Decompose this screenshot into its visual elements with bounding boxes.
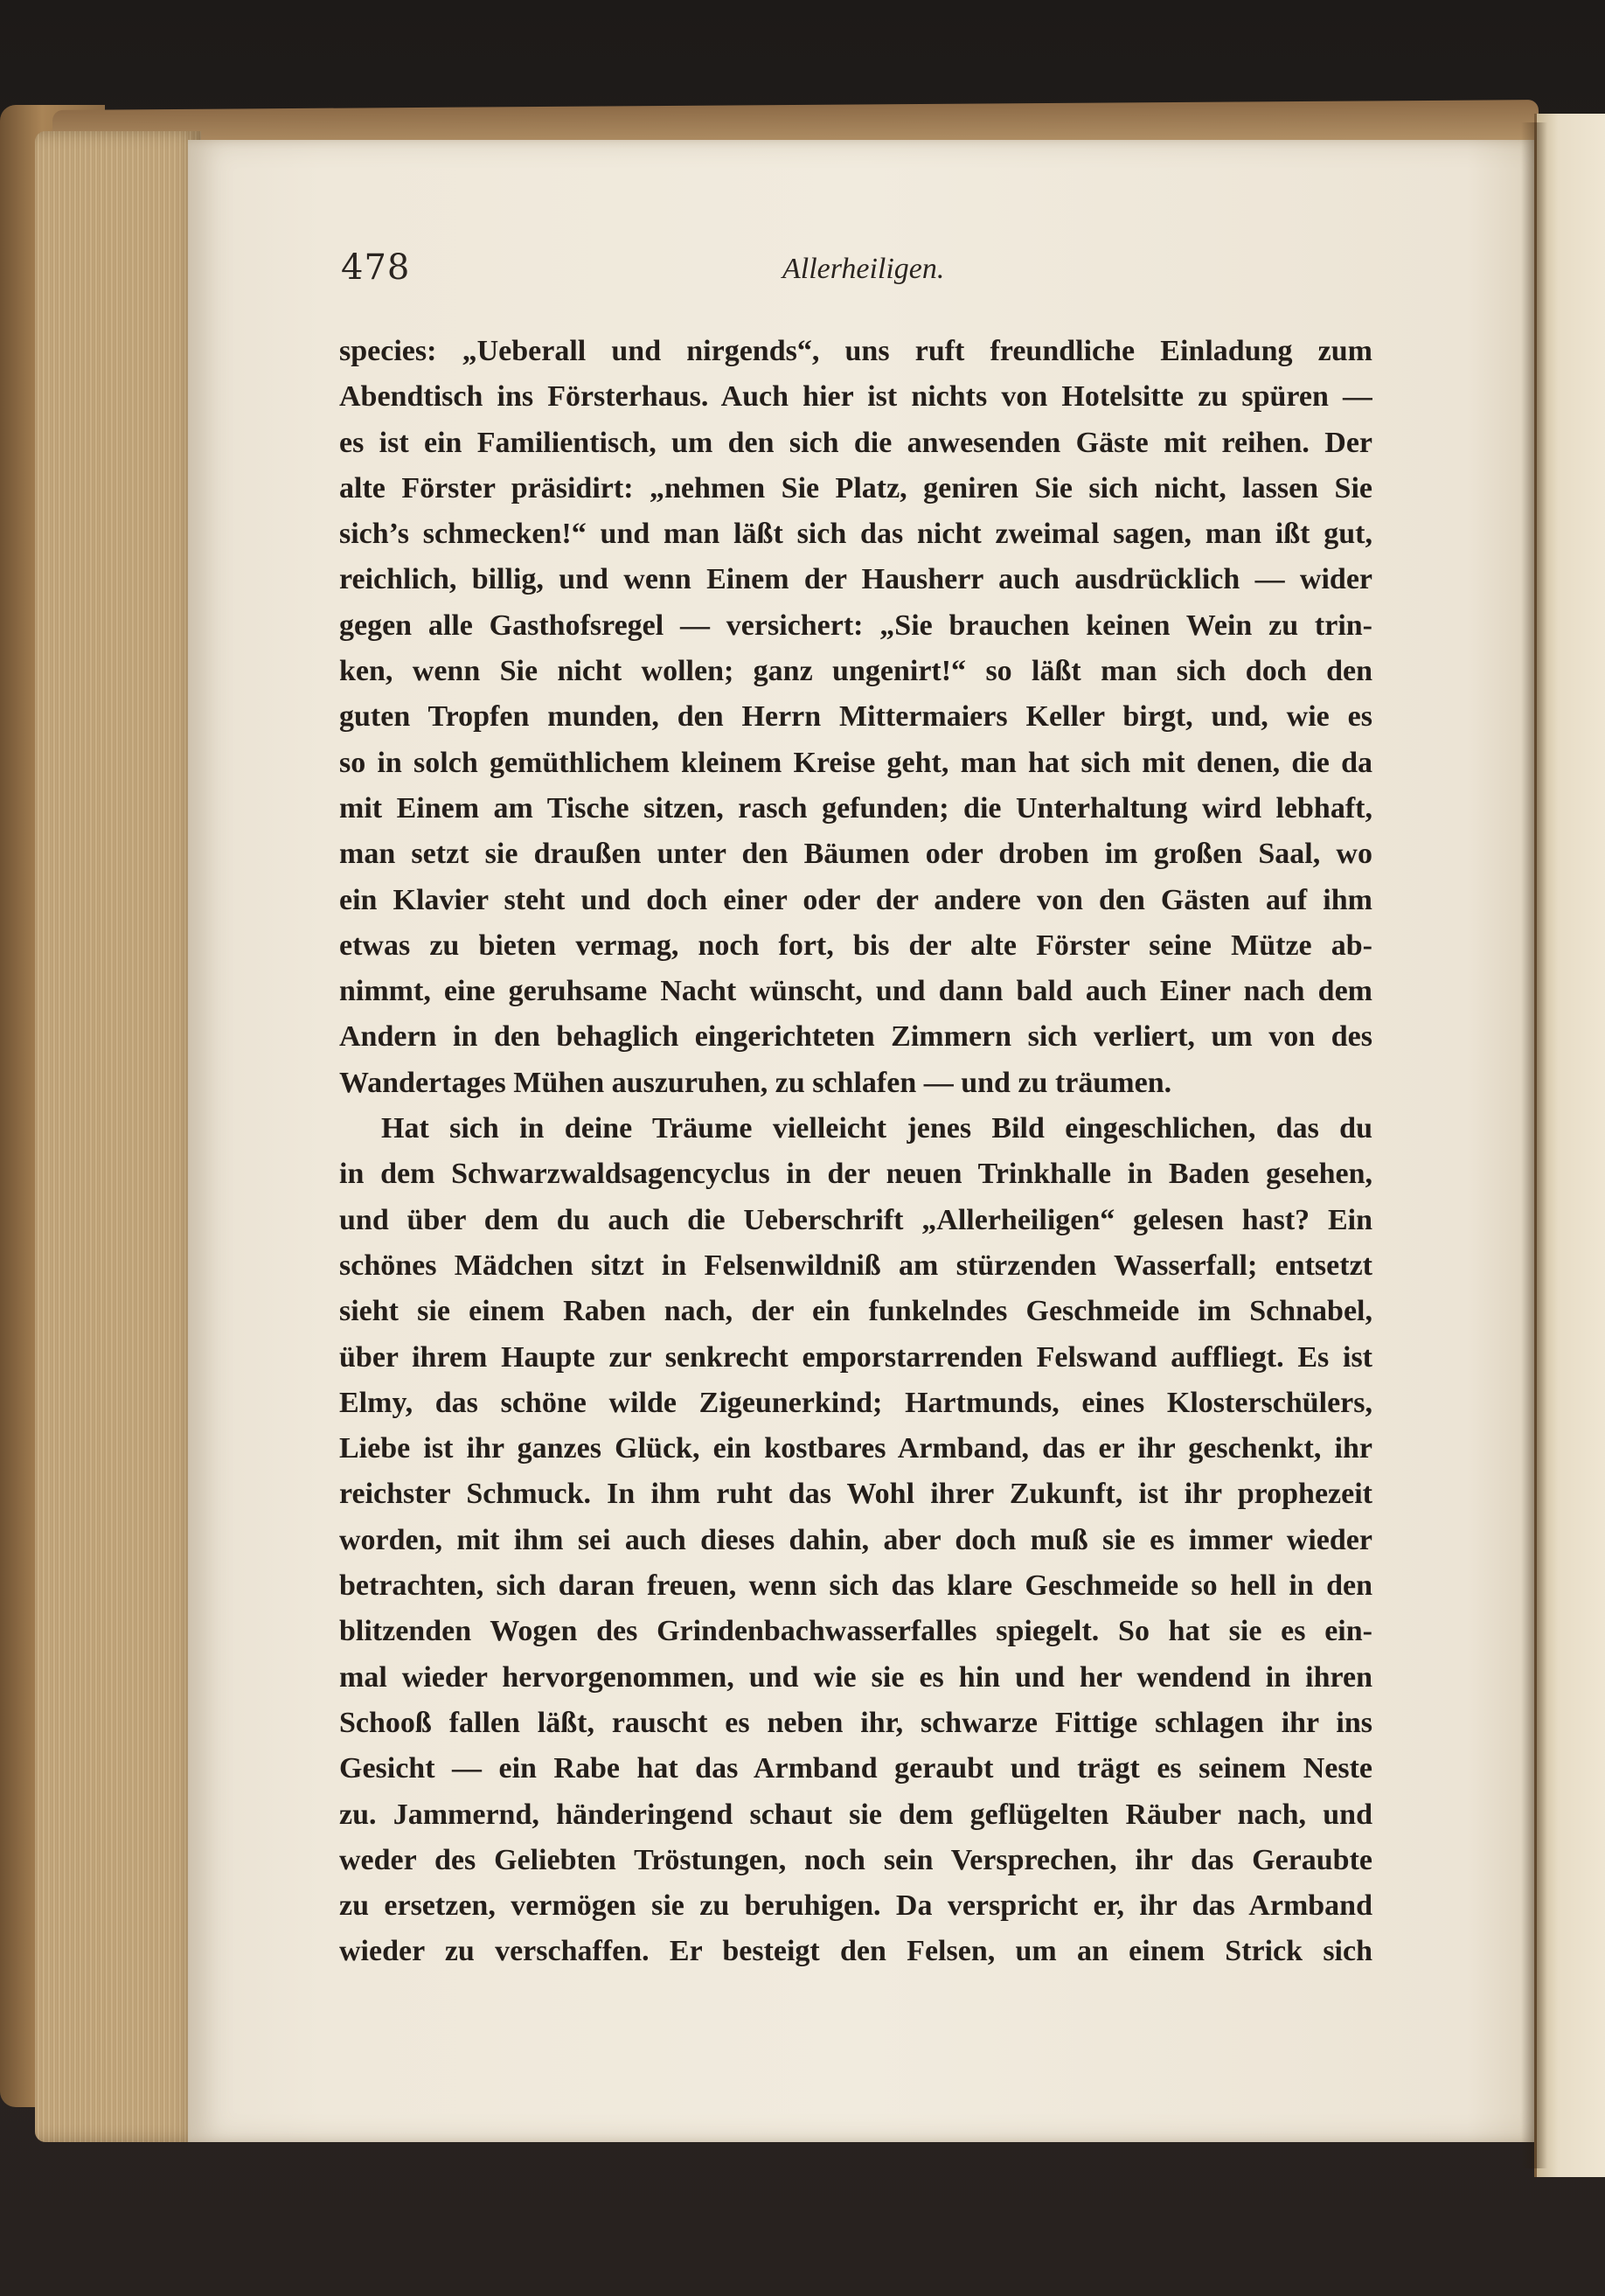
text-line: über ihrem Haupte zur senkrecht emporstarrenden Felswand auffliegt. Es ist (339, 1340, 1372, 1374)
text-line: species: „Ueberall und nirgends“, uns ruft freundliche Einladung zum (339, 335, 1372, 367)
text-line: Liebe ist ihr ganzes Glück, ein kostbares Armband, das er ihr geschenkt, ihr (339, 1432, 1372, 1465)
gutter-shadow (1521, 122, 1547, 2168)
text-line: Elmy, das schöne wilde Zigeunerkind; Hartmunds, eines Klosterschülers, (339, 1386, 1372, 1419)
text-line: es ist ein Familientisch, um den sich die anwesenden Gäste mit reihen. Der (339, 426, 1372, 459)
text-line: mit Einem am Tische sitzen, rasch gefunden; die Unterhaltung wird lebhaft, (339, 791, 1372, 824)
body-text (339, 329, 1372, 1975)
text-line: blitzenden Wogen des Grindenbachwasserfalles spiegelt. So hat sie es ein- (339, 1615, 1372, 1648)
text-line: betrachten, sich daran freuen, wenn sich das klare Geschmeide so hell in den (339, 1569, 1372, 1603)
page-header (341, 247, 1372, 300)
text-line: wieder zu verschaffen. Er besteigt den Felsen, um an einem Strick sich (339, 1935, 1372, 1968)
text-line: mal wieder hervorgenommen, und wie sie es hin und her wendend in ihren (339, 1660, 1372, 1694)
text-line: reichster Schmuck. In ihm ruht das Wohl ihrer Zukunft, ist ihr prophezeit (339, 1478, 1372, 1511)
text-line: Schooß fallen läßt, rauscht es neben ihr, schwarze Fittige schlagen ihr ins (339, 1706, 1372, 1739)
text-line: guten Tropfen munden, den Herrn Mittermaiers Keller birgt, und, wie es (339, 700, 1372, 734)
text-line: ken, wenn Sie nicht wollen; ganz ungenirt!“ so läßt man sich doch den (339, 655, 1372, 688)
text-line: nimmt, eine geruhsame Nacht wünscht, und dann bald auch Einer nach dem (339, 975, 1372, 1008)
text-line: zu ersetzen, vermögen sie zu beruhigen. Da verspricht er, ihr das Armband (339, 1889, 1372, 1923)
text-line: Abendtisch ins Försterhaus. Auch hier ist nichts von Hotelsitte zu spüren — (339, 380, 1372, 414)
text-line: man setzt sie draußen unter den Bäumen oder droben im großen Saal, wo (339, 838, 1372, 871)
text-line: sich’s schmecken!“ und man läßt sich das nicht zweimal sagen, man ißt gut, (339, 518, 1372, 551)
text-line: Gesicht — ein Rabe hat das Armband geraubt und trägt es seinem Neste (339, 1752, 1372, 1785)
text-line: in dem Schwarzwaldsagencyclus in der neuen Trinkhalle in Baden gesehen, (339, 1158, 1372, 1191)
text-line: sieht sie einem Raben nach, der ein funkelndes Geschmeide im Schnabel, (339, 1295, 1372, 1328)
text-line: etwas zu bieten vermag, noch fort, bis der alte Förster seine Mütze ab- (339, 929, 1372, 962)
text-line: schönes Mädchen sitzt in Felsenwildniß am stürzenden Wasserfall; entsetzt (339, 1249, 1372, 1282)
text-line: Andern in den behaglich eingerichteten Zimmern sich verliert, um von des (339, 1020, 1372, 1054)
page-number: 478 (341, 247, 411, 288)
text-line: alte Förster präsidirt: „nehmen Sie Platz, geniren Sie sich nicht, lassen Sie (339, 471, 1372, 504)
text-line: ein Klavier steht und doch einer oder der andere von den Gästen auf ihm (339, 883, 1372, 916)
text-line: worden, mit ihm sei auch dieses dahin, aber doch muß sie es immer wieder (339, 1523, 1372, 1556)
text-line: und über dem du auch die Ueberschrift „Allerheiligen“ gelesen hast? Ein (339, 1203, 1372, 1236)
text-line: reichlich, billig, und wenn Einem der Hausherr auch ausdrücklich — wider (339, 563, 1372, 596)
text-line: zu. Jammernd, händeringend schaut sie dem geflügelten Räuber nach, und (339, 1798, 1372, 1831)
text-line: Wandertages Mühen auszuruhen, zu schlafen — und zu träumen. (339, 1066, 1172, 1099)
text-line: Hat sich in deine Träume vielleicht jenes Bild eingeschlichen, das du (381, 1112, 1372, 1145)
text-line: gegen alle Gasthofsregel — versichert: „Sie brauchen keinen Wein zu trin- (339, 609, 1372, 642)
running-head: Allerheiligen. (782, 253, 945, 285)
page-stack-edge (35, 131, 201, 2142)
text-line: so in solch gemüthlichem kleinem Kreise geht, man hat sich mit denen, die da (339, 746, 1372, 779)
text-line: weder des Geliebten Tröstungen, noch sein Versprechen, ihr das Geraubte (339, 1843, 1372, 1876)
